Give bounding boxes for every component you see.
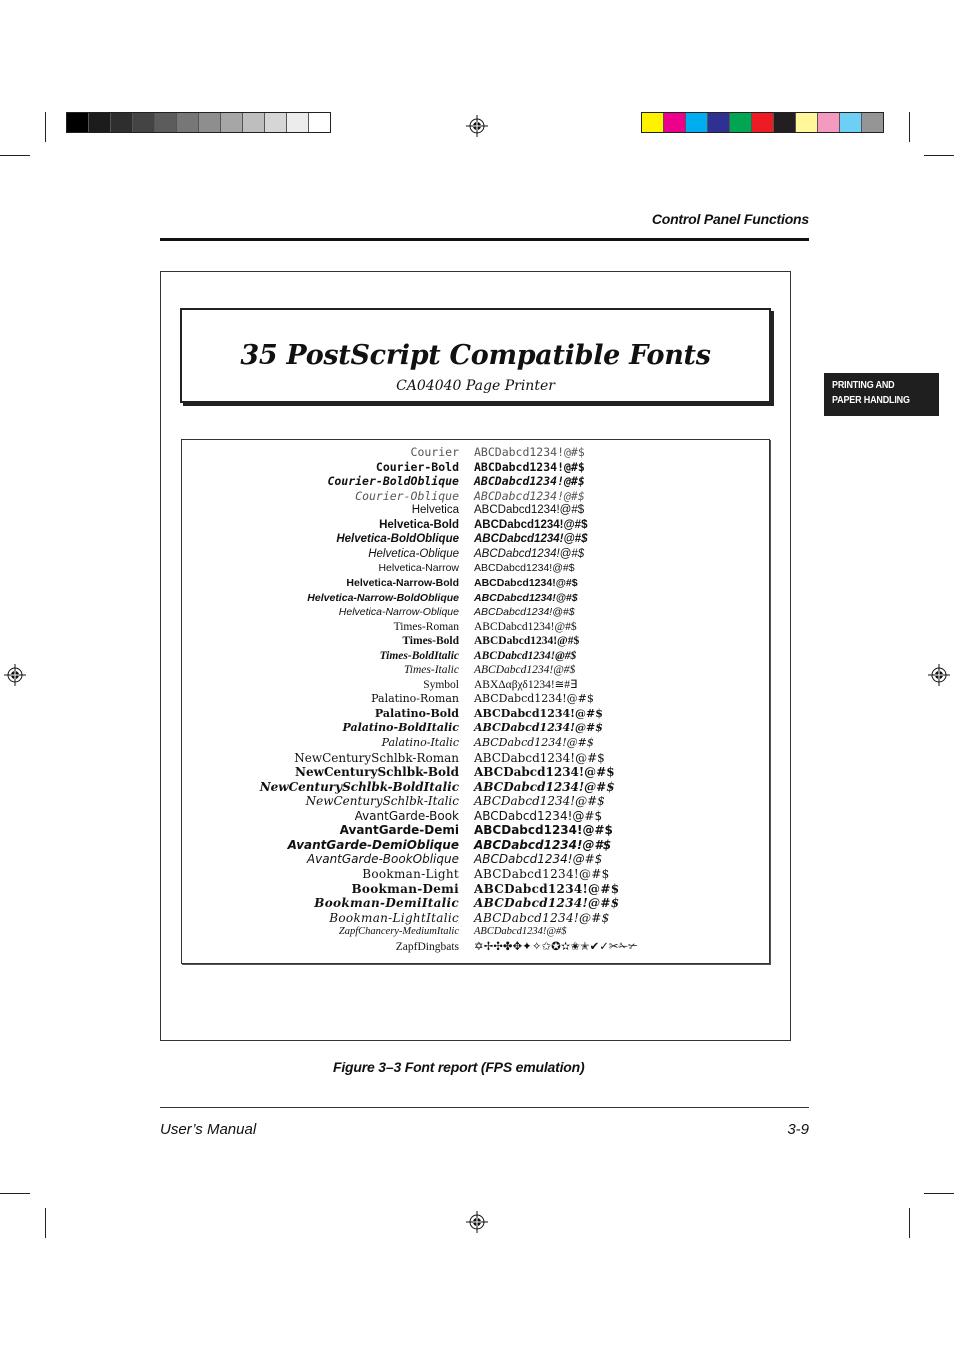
- font-name: Palatino-BoldItalic: [342, 721, 459, 735]
- font-sample: ABCDabcd1234!@#$: [474, 910, 610, 925]
- color-swatch: [265, 113, 287, 132]
- font-name: AvantGarde-Demi: [339, 823, 459, 838]
- font-list-row: [182, 721, 771, 735]
- color-swatch: [177, 113, 199, 132]
- font-list-row: [182, 707, 771, 721]
- color-swatch: [752, 113, 774, 132]
- font-list-row: [182, 591, 771, 605]
- font-sample: ABCDabcd1234!@#$: [474, 896, 620, 911]
- color-swatch: [287, 113, 309, 132]
- font-name: Helvetica-BoldOblique: [336, 533, 459, 546]
- font-name: Helvetica-Oblique: [368, 547, 459, 560]
- font-name: Courier: [410, 445, 459, 459]
- font-name: NewCenturySchlbk-Bold: [295, 765, 459, 780]
- font-name: NewCenturySchlbk-Italic: [305, 794, 459, 809]
- registration-mark-icon: [466, 115, 488, 137]
- font-list-row: [182, 634, 771, 648]
- color-swatch: [818, 113, 840, 132]
- font-name: AvantGarde-BookOblique: [306, 852, 459, 867]
- font-list-row: [182, 823, 771, 837]
- font-name: Helvetica-Bold: [379, 518, 459, 531]
- font-sample: ABCDabcd1234!@#$: [474, 736, 594, 749]
- font-sample: ABCDabcd1234!@#$: [474, 837, 612, 852]
- font-name: Bookman-LightItalic: [329, 910, 459, 925]
- font-list-row: [182, 678, 771, 692]
- font-list-row: [182, 765, 771, 779]
- font-sample: ABCDabcd1234!@#$: [474, 794, 605, 809]
- font-name: Courier-Oblique: [355, 488, 459, 503]
- font-list-row: [182, 780, 771, 794]
- font-name: Palatino-Roman: [371, 692, 459, 706]
- font-list-row: [182, 692, 771, 706]
- trim-mark: [909, 1208, 910, 1238]
- color-swatch: [730, 113, 752, 132]
- color-swatch: [89, 113, 111, 132]
- report-title-box: [180, 308, 771, 403]
- trim-mark: [0, 1193, 30, 1194]
- font-list-row: [182, 620, 771, 634]
- color-swatch: [133, 113, 155, 132]
- font-name: ZapfChancery-MediumItalic: [338, 926, 459, 938]
- font-list-row: [182, 532, 771, 546]
- font-name: AvantGarde-Book: [354, 808, 459, 823]
- registration-mark-icon: [928, 664, 950, 686]
- font-name: NewCenturySchlbk-BoldItalic: [259, 779, 459, 794]
- font-name: Times-Italic: [404, 664, 459, 677]
- font-sample: ABCDabcd1234!@#$: [474, 459, 585, 474]
- footer-rule: [160, 1107, 809, 1108]
- section-tab-line: PAPER HANDLING: [832, 395, 910, 406]
- font-name: Times-BoldItalic: [379, 649, 459, 662]
- font-list-row: [182, 460, 771, 474]
- font-name: Bookman-Demi: [351, 881, 459, 896]
- font-name: Courier-Bold: [375, 459, 459, 474]
- font-list-row: [182, 474, 771, 488]
- font-sample: ABCDabcd1234!@#$: [474, 474, 585, 489]
- color-swatch: [199, 113, 221, 132]
- section-thumb-tab: [824, 373, 939, 416]
- font-name: Helvetica-Narrow-BoldOblique: [307, 591, 459, 604]
- font-sample: ABCDabcd1234!@#$: [474, 504, 585, 517]
- font-list-row: [182, 576, 771, 590]
- trim-mark: [924, 1193, 954, 1194]
- report-title: 35 PostScript Compatible Fonts: [240, 340, 711, 371]
- font-sample: ABCDabcd1234!@#$: [474, 562, 575, 575]
- process-color-bar: [641, 112, 884, 133]
- grayscale-color-bar: [66, 112, 331, 133]
- font-sample: ABCDabcd1234!@#$: [474, 692, 594, 706]
- font-sample: ABCDabcd1234!@#$: [474, 649, 577, 662]
- font-name: Bookman-DemiItalic: [314, 896, 459, 911]
- font-list-row: [182, 940, 771, 954]
- font-name: Bookman-Light: [362, 866, 459, 881]
- font-list-row: [182, 489, 771, 503]
- font-name: ZapfDingbats: [395, 940, 459, 953]
- trim-mark: [0, 155, 30, 156]
- font-name: NewCenturySchlbk-Roman: [294, 750, 459, 765]
- font-list-row: [182, 561, 771, 575]
- font-sample: ABCDabcd1234!@#$: [474, 576, 578, 589]
- font-sample: ABCDabcd1234!@#$: [474, 750, 605, 765]
- section-tab-line: PRINTING AND: [832, 380, 895, 391]
- figure-caption: Figure 3–3 Font report (FPS emulation): [333, 1059, 585, 1075]
- font-name: Helvetica-Narrow: [378, 562, 459, 575]
- font-sample: ABCDabcd1234!@#$: [474, 706, 603, 720]
- font-sample: ABCDabcd1234!@#$: [474, 823, 613, 838]
- font-sample: ABCDabcd1234!@#$: [474, 765, 615, 780]
- color-swatch: [664, 113, 686, 132]
- font-list-row: [182, 911, 771, 925]
- color-swatch: [796, 113, 818, 132]
- font-sample: ABCDabcd1234!@#$: [474, 518, 588, 531]
- page-number: 3-9: [787, 1121, 809, 1138]
- trim-mark: [924, 155, 954, 156]
- color-swatch: [155, 113, 177, 132]
- font-sample: ABCDabcd1234!@#$: [474, 852, 603, 867]
- font-name: Helvetica: [411, 504, 459, 517]
- font-name: Palatino-Italic: [381, 736, 459, 749]
- font-name: Palatino-Bold: [374, 706, 459, 720]
- trim-mark: [45, 112, 46, 142]
- font-sample: ABCDabcd1234!@#$: [474, 664, 576, 677]
- font-sample: ABCDabcd1234!@#$: [474, 445, 585, 459]
- font-name: Helvetica-Narrow-Bold: [346, 576, 459, 589]
- font-list-row: [182, 736, 771, 750]
- font-sample: ABCDabcd1234!@#$: [474, 881, 620, 896]
- running-header: Control Panel Functions: [651, 211, 809, 227]
- font-list-row: [182, 605, 771, 619]
- font-list-row: [182, 852, 771, 866]
- font-list-row: [182, 547, 771, 561]
- font-sample: ABCDabcd1234!@#$: [474, 866, 610, 881]
- trim-mark: [45, 1208, 46, 1238]
- registration-mark-icon: [466, 1211, 488, 1233]
- color-swatch: [686, 113, 708, 132]
- font-list-row: [182, 794, 771, 808]
- font-name: Symbol: [423, 678, 459, 691]
- font-sample: ABCDabcd1234!@#$: [474, 926, 567, 938]
- font-sample: ABCDabcd1234!@#$: [474, 808, 603, 823]
- font-list-row: [182, 751, 771, 765]
- font-name: Times-Bold: [402, 635, 459, 648]
- font-list-row: [182, 809, 771, 823]
- color-swatch: [774, 113, 796, 132]
- font-sample: ABCDabcd1234!@#$: [474, 606, 575, 619]
- font-sample: ✡✢✣✤✥✦✧✩✪✫✬✭✔✓✂✁✃: [474, 940, 638, 953]
- font-sample: ABCDabcd1234!@#$: [474, 591, 578, 604]
- font-list-row: [182, 925, 771, 939]
- font-list-row: [182, 838, 771, 852]
- font-list-row: [182, 503, 771, 517]
- font-list-row: [182, 867, 771, 881]
- color-swatch: [67, 113, 89, 132]
- font-sample: ABCDabcd1234!@#$: [474, 488, 585, 503]
- report-subtitle: CA04040 Page Printer: [396, 378, 555, 394]
- font-list-row: [182, 649, 771, 663]
- font-name: Helvetica-Narrow-Oblique: [338, 606, 459, 619]
- font-sample: ABCDabcd1234!@#$: [474, 620, 577, 633]
- color-swatch: [243, 113, 265, 132]
- font-sample: ABCDabcd1234!@#$: [474, 547, 585, 560]
- color-swatch: [862, 113, 883, 132]
- font-sample: ΑΒΧΔαβχδ1234!≅#∃: [474, 678, 578, 691]
- color-swatch: [642, 113, 664, 132]
- font-sample: ABCDabcd1234!@#$: [474, 779, 615, 794]
- font-list-row: [182, 882, 771, 896]
- font-sample: ABCDabcd1234!@#$: [474, 721, 603, 735]
- trim-mark: [909, 112, 910, 142]
- footer-manual-title: User’s Manual: [160, 1121, 257, 1138]
- color-swatch: [840, 113, 862, 132]
- font-name: Courier-BoldOblique: [327, 474, 459, 489]
- font-list-row: [182, 663, 771, 677]
- header-rule: [160, 238, 809, 241]
- color-swatch: [309, 113, 330, 132]
- color-swatch: [221, 113, 243, 132]
- registration-mark-icon: [4, 664, 26, 686]
- font-list-row: [182, 518, 771, 532]
- font-name: Times-Roman: [393, 620, 459, 633]
- font-name: AvantGarde-DemiOblique: [287, 837, 459, 852]
- font-sample: ABCDabcd1234!@#$: [474, 533, 588, 546]
- font-list-box: [181, 439, 770, 964]
- font-list-row: [182, 896, 771, 910]
- font-sample: ABCDabcd1234!@#$: [474, 635, 580, 648]
- color-swatch: [708, 113, 730, 132]
- color-swatch: [111, 113, 133, 132]
- font-list-row: [182, 445, 771, 459]
